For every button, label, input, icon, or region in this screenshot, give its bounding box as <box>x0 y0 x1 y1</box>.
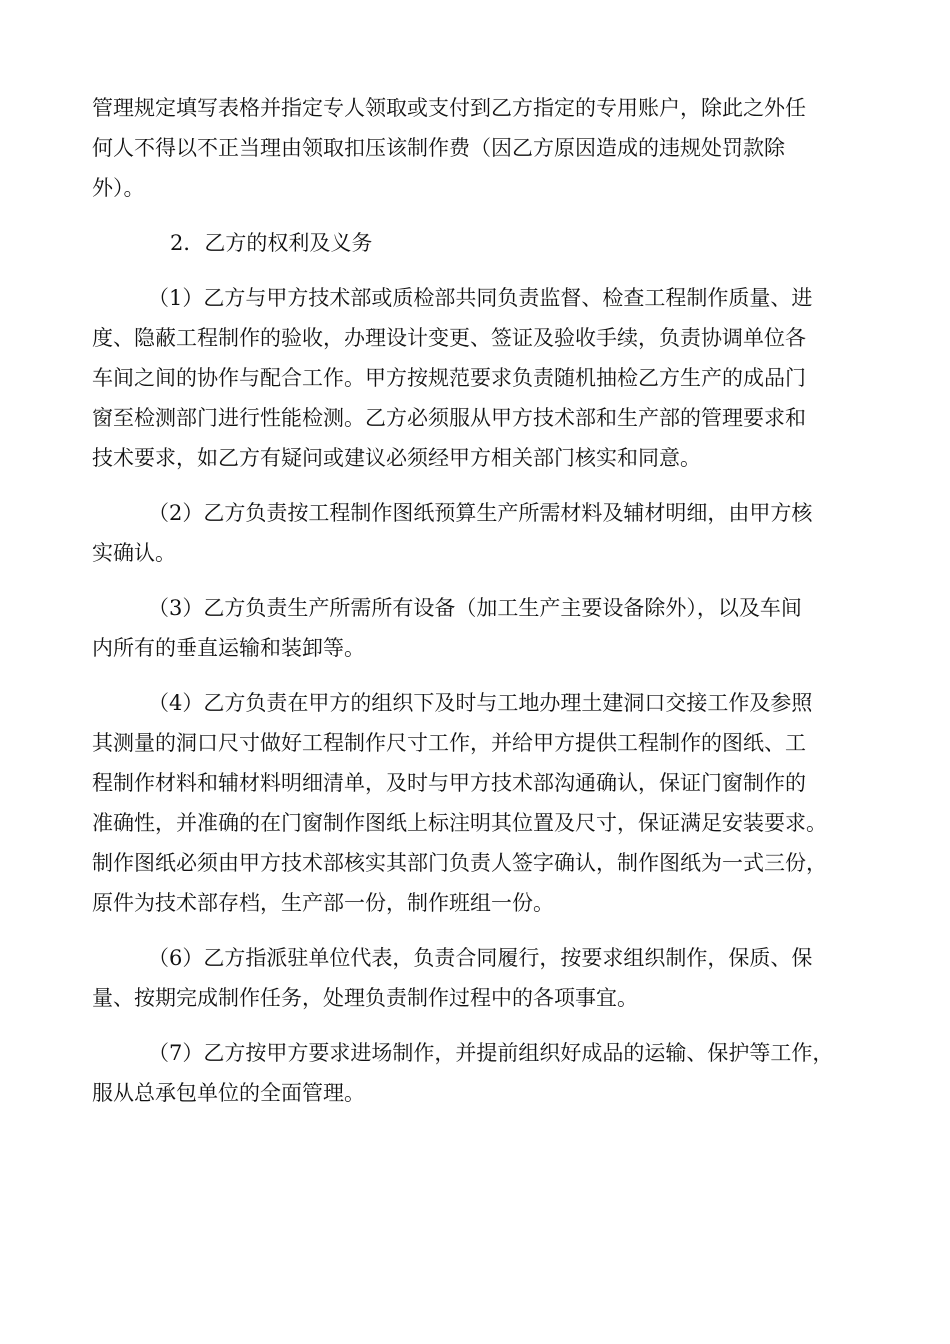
text-line: 服从总承包单位的全面管理。 <box>92 1081 365 1105</box>
text-line: （6）乙方指派驻单位代表，负责合同履行，按要求组织制作，保质、保 <box>148 946 813 970</box>
paragraph-item-2 <box>92 493 864 573</box>
text-line: 内所有的垂直运输和装卸等。 <box>92 636 365 660</box>
text-line: 何人不得以不正当理由领取扣压该制作费（因乙方原因造成的违规处罚款除 <box>92 136 785 160</box>
paragraph-item-3 <box>92 588 864 668</box>
text-line: （2）乙方负责按工程制作图纸预算生产所需材料及辅材明细，由甲方核 <box>148 501 813 525</box>
text-line: 窗至检测部门进行性能检测。乙方必须服从甲方技术部和生产部的管理要求和 <box>92 406 806 430</box>
text-line: 量、按期完成制作任务，处理负责制作过程中的各项事宜。 <box>92 986 638 1010</box>
text-line: 外）。 <box>92 176 145 200</box>
text-line: 车间之间的协作与配合工作。甲方按规范要求负责随机抽检乙方生产的成品门 <box>92 366 806 390</box>
text-line: 程制作材料和辅材料明细清单，及时与甲方技术部沟通确认，保证门窗制作的 <box>92 771 806 795</box>
text-line: （3）乙方负责生产所需所有设备（加工生产主要设备除外），以及车间 <box>148 596 802 620</box>
document-page <box>92 88 864 1113</box>
text-line: 准确性，并准确的在门窗制作图纸上标注明其位置及尺寸，保证满足安装要求。 <box>92 811 827 835</box>
text-line: 技术要求，如乙方有疑问或建议必须经甲方相关部门核实和同意。 <box>92 446 701 470</box>
section-title: 2．乙方的权利及义务 <box>170 231 373 255</box>
text-line: （1）乙方与甲方技术部或质检部共同负责监督、检查工程制作质量、进 <box>148 286 813 310</box>
text-line: 其测量的洞口尺寸做好工程制作尺寸工作，并给甲方提供工程制作的图纸、工 <box>92 731 806 755</box>
paragraph-item-1 <box>92 278 864 478</box>
paragraph-item-4 <box>92 683 864 923</box>
text-line: 管理规定填写表格并指定专人领取或支付到乙方指定的专用账户，除此之外任 <box>92 96 806 120</box>
paragraph-item-7 <box>92 1033 864 1113</box>
text-line: 度、隐蔽工程制作的验收，办理设计变更、签证及验收手续，负责协调单位各 <box>92 326 806 350</box>
text-line: （4）乙方负责在甲方的组织下及时与工地办理土建洞口交接工作及参照 <box>148 691 813 715</box>
paragraph-item-6 <box>92 938 864 1018</box>
text-line: 制作图纸必须由甲方技术部核实其部门负责人签字确认，制作图纸为一式三份， <box>92 851 827 875</box>
paragraph-payment-clause <box>92 88 864 208</box>
text-line: 实确认。 <box>92 541 176 565</box>
section-heading <box>92 223 864 263</box>
text-line: （7）乙方按甲方要求进场制作，并提前组织好成品的运输、保护等工作， <box>148 1041 834 1065</box>
text-line: 原件为技术部存档，生产部一份，制作班组一份。 <box>92 891 554 915</box>
